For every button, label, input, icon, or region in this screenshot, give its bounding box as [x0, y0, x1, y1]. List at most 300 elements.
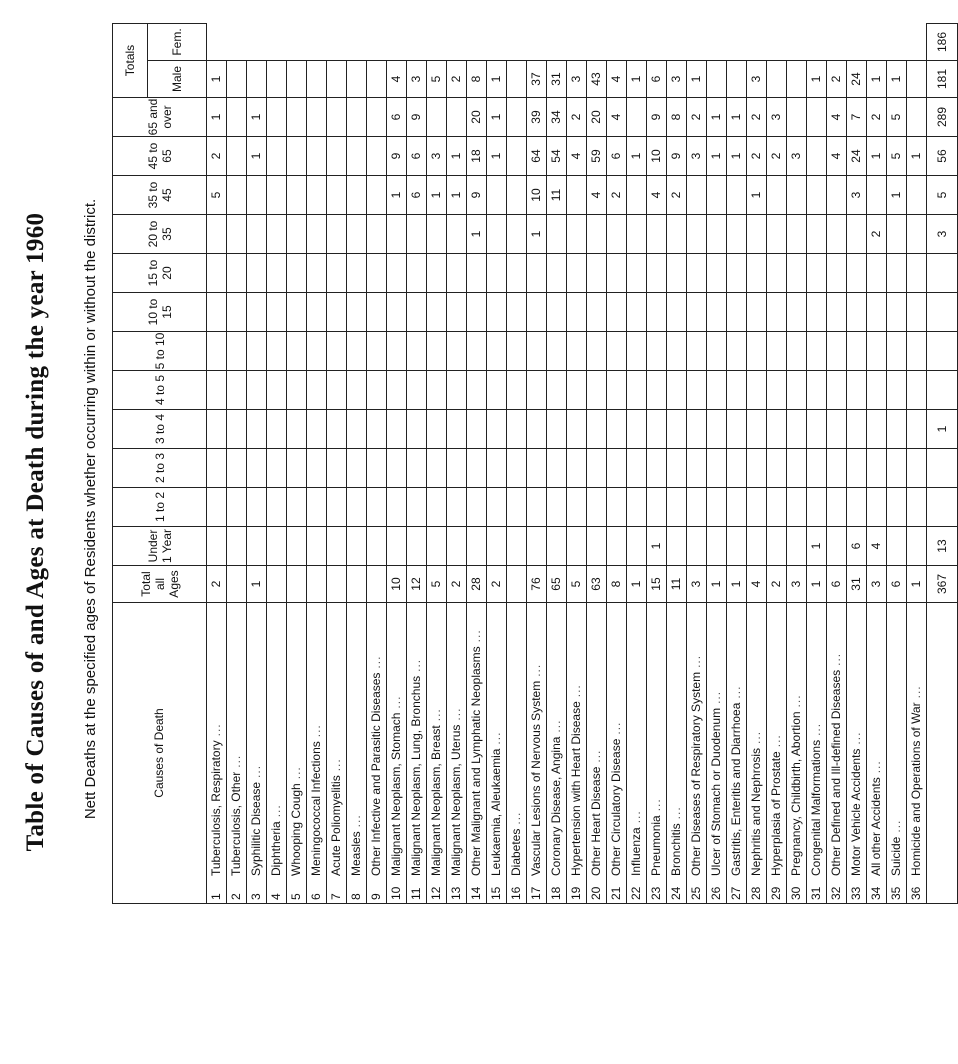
value-cell — [307, 293, 327, 332]
value-cell: 20 — [587, 98, 607, 137]
value-cell — [347, 293, 367, 332]
header-age-10: 45 to 65 — [113, 137, 207, 176]
cause-name: Malignant Neoplasm, Breast — [429, 725, 443, 876]
value-cell — [307, 215, 327, 254]
value-cell — [307, 98, 327, 137]
value-cell — [467, 293, 487, 332]
value-cell — [307, 61, 327, 98]
value-cell — [267, 371, 287, 410]
table-row — [687, 24, 707, 904]
cause-name: Ulcer of Stomach or Duodenum — [709, 707, 723, 876]
value-cell — [867, 293, 887, 332]
value-cell — [667, 449, 687, 488]
value-cell: 43 — [587, 61, 607, 98]
value-cell — [247, 449, 267, 488]
value-cell — [347, 137, 367, 176]
value-cell — [847, 293, 867, 332]
value-cell — [507, 527, 527, 566]
header-age-11: 65 and over — [113, 98, 207, 137]
value-cell: 24 — [847, 61, 867, 98]
value-cell — [207, 293, 227, 332]
value-cell — [287, 215, 307, 254]
value-cell — [287, 61, 307, 98]
value-cell — [327, 137, 347, 176]
value-cell: 8 — [607, 566, 627, 603]
value-cell — [227, 61, 247, 98]
cause-cell — [467, 603, 487, 904]
value-cell — [467, 410, 487, 449]
value-cell — [247, 176, 267, 215]
value-cell — [907, 215, 927, 254]
value-cell — [287, 410, 307, 449]
cause-number: 13 — [449, 886, 463, 900]
cause-number: 34 — [869, 886, 883, 900]
cause-number: 6 — [309, 893, 323, 900]
total-value-cell: 367 — [927, 566, 958, 603]
cause-name: Other Defined and Ill-defined Diseases — [829, 669, 843, 876]
cause-number: 17 — [529, 886, 543, 900]
table-row — [547, 24, 567, 904]
value-cell — [427, 371, 447, 410]
leader-dots: ... — [269, 804, 283, 818]
total-value-cell — [927, 254, 958, 293]
value-cell: 1 — [527, 215, 547, 254]
value-cell — [687, 215, 707, 254]
value-cell — [367, 332, 387, 371]
value-cell — [647, 371, 667, 410]
value-cell — [407, 449, 427, 488]
leader-dots: ... — [369, 655, 383, 669]
value-cell — [887, 449, 907, 488]
value-cell — [787, 332, 807, 371]
value-cell: 54 — [547, 137, 567, 176]
value-cell — [567, 215, 587, 254]
header-causes: Causes of Death — [113, 603, 207, 904]
cause-cell — [587, 603, 607, 904]
value-cell — [227, 332, 247, 371]
value-cell — [727, 215, 747, 254]
value-cell — [807, 293, 827, 332]
value-cell — [667, 332, 687, 371]
cause-number: 26 — [709, 886, 723, 900]
value-cell — [687, 293, 707, 332]
cause-cell — [707, 603, 727, 904]
value-cell — [267, 254, 287, 293]
cause-number: 12 — [429, 886, 443, 900]
cause-number: 25 — [689, 886, 703, 900]
value-cell — [727, 176, 747, 215]
value-cell — [727, 488, 747, 527]
cause-number: 21 — [609, 886, 623, 900]
value-cell — [327, 449, 347, 488]
value-cell — [847, 449, 867, 488]
value-cell — [747, 215, 767, 254]
table-row — [867, 24, 887, 904]
leader-dots: ... — [729, 685, 743, 699]
cause-cell — [387, 603, 407, 904]
value-cell: 31 — [847, 566, 867, 603]
cause-name: Tuberculosis, Respiratory — [209, 740, 223, 876]
value-cell: 34 — [547, 98, 567, 137]
value-cell — [607, 254, 627, 293]
value-cell — [387, 410, 407, 449]
cause-cell — [847, 603, 867, 904]
cause-number: 3 — [249, 893, 263, 900]
value-cell — [387, 215, 407, 254]
table-row — [267, 24, 287, 904]
value-cell: 3 — [687, 566, 707, 603]
value-cell: 1 — [467, 215, 487, 254]
value-cell: 1 — [207, 61, 227, 98]
value-cell — [287, 254, 307, 293]
cause-cell — [687, 603, 707, 904]
value-cell — [707, 488, 727, 527]
value-cell — [267, 176, 287, 215]
cause-number: 35 — [889, 886, 903, 900]
value-cell — [807, 137, 827, 176]
value-cell — [727, 449, 747, 488]
leader-dots: ... — [389, 695, 403, 709]
value-cell — [327, 371, 347, 410]
value-cell: 1 — [867, 137, 887, 176]
value-cell: 1 — [447, 176, 467, 215]
value-cell — [747, 332, 767, 371]
value-cell — [687, 371, 707, 410]
cause-cell — [827, 603, 847, 904]
leader-dots: ... — [309, 724, 323, 738]
value-cell — [587, 371, 607, 410]
value-cell: 7 — [847, 98, 867, 137]
value-cell — [407, 293, 427, 332]
total-value-cell — [927, 293, 958, 332]
value-cell — [247, 254, 267, 293]
value-cell — [487, 176, 507, 215]
value-cell — [347, 98, 367, 137]
value-cell — [547, 371, 567, 410]
value-cell: 1 — [207, 98, 227, 137]
value-cell — [807, 98, 827, 137]
value-cell: 4 — [827, 137, 847, 176]
total-value-cell: 289 — [927, 98, 958, 137]
value-cell — [387, 371, 407, 410]
value-cell — [767, 293, 787, 332]
value-cell — [287, 371, 307, 410]
value-cell — [507, 449, 527, 488]
value-cell — [647, 449, 667, 488]
value-cell — [707, 410, 727, 449]
cause-cell — [807, 603, 827, 904]
value-cell — [307, 566, 327, 603]
value-cell — [587, 449, 607, 488]
value-cell — [907, 410, 927, 449]
value-cell — [807, 488, 827, 527]
value-cell — [887, 254, 907, 293]
value-cell: 2 — [487, 566, 507, 603]
value-cell: 1 — [867, 61, 887, 98]
value-cell: 11 — [667, 566, 687, 603]
value-cell — [327, 488, 347, 527]
value-cell — [907, 449, 927, 488]
cause-name: Hyperplasia of Prostate — [769, 751, 783, 876]
value-cell — [787, 371, 807, 410]
value-cell: 1 — [727, 566, 747, 603]
value-cell: 1 — [807, 566, 827, 603]
value-cell — [207, 215, 227, 254]
value-cell: 76 — [527, 566, 547, 603]
leader-dots: ... — [589, 749, 603, 763]
value-cell — [647, 332, 667, 371]
value-cell — [627, 293, 647, 332]
table-row — [407, 24, 427, 904]
value-cell — [347, 254, 367, 293]
value-cell — [367, 293, 387, 332]
cause-name: Malignant Neoplasm, Uterus — [449, 724, 463, 876]
value-cell: 1 — [247, 137, 267, 176]
value-cell — [487, 215, 507, 254]
value-cell — [347, 176, 367, 215]
value-cell: 4 — [867, 527, 887, 566]
value-cell — [227, 176, 247, 215]
value-cell — [787, 449, 807, 488]
value-cell: 10 — [647, 137, 667, 176]
table-row — [447, 24, 467, 904]
value-cell — [427, 332, 447, 371]
total-value-cell — [927, 332, 958, 371]
value-cell — [307, 371, 327, 410]
value-cell — [227, 293, 247, 332]
value-cell — [307, 410, 327, 449]
value-cell — [607, 293, 627, 332]
value-cell — [367, 371, 387, 410]
value-cell — [687, 332, 707, 371]
value-cell — [507, 98, 527, 137]
value-cell — [707, 215, 727, 254]
value-cell: 1 — [627, 137, 647, 176]
cause-cell — [307, 603, 327, 904]
value-cell — [487, 527, 507, 566]
cause-name: Bronchitis — [669, 823, 683, 876]
value-cell — [327, 254, 347, 293]
leader-dots: ... — [649, 798, 663, 812]
value-cell — [707, 254, 727, 293]
value-cell — [887, 293, 907, 332]
value-cell — [787, 410, 807, 449]
value-cell — [607, 215, 627, 254]
cause-cell — [867, 603, 887, 904]
value-cell — [827, 527, 847, 566]
value-cell — [727, 254, 747, 293]
value-cell — [307, 254, 327, 293]
value-cell: 4 — [607, 98, 627, 137]
value-cell — [227, 137, 247, 176]
cause-name: Malignant Neoplasm, Lung, Bronchus — [409, 675, 423, 876]
value-cell — [487, 332, 507, 371]
value-cell — [467, 488, 487, 527]
value-cell — [747, 527, 767, 566]
cause-name: Suicide — [889, 836, 903, 876]
cause-name: Hypertension with Heart Disease — [569, 701, 583, 876]
value-cell — [607, 410, 627, 449]
value-cell: 5 — [207, 176, 227, 215]
leader-dots: ... — [489, 731, 503, 745]
value-cell — [727, 527, 747, 566]
leader-dots: ... — [689, 654, 703, 668]
value-cell — [567, 332, 587, 371]
value-cell: 2 — [447, 61, 467, 98]
value-cell: 6 — [847, 527, 867, 566]
value-cell — [827, 254, 847, 293]
value-cell: 6 — [647, 61, 667, 98]
value-cell — [527, 410, 547, 449]
causes-of-death-table — [112, 23, 958, 904]
cause-name: Diabetes — [509, 828, 523, 876]
cause-name: Motor Vehicle Accidents — [849, 748, 863, 876]
cause-name: Pregnancy, Childbirth, Abortion — [789, 711, 803, 876]
value-cell — [227, 371, 247, 410]
value-cell: 3 — [667, 61, 687, 98]
table-row — [667, 24, 687, 904]
value-cell — [507, 332, 527, 371]
value-cell — [587, 293, 607, 332]
value-cell — [787, 215, 807, 254]
cause-number: 11 — [409, 887, 423, 900]
value-cell — [747, 293, 767, 332]
value-cell — [867, 254, 887, 293]
value-cell — [707, 527, 727, 566]
header-age-3: 3 to 4 — [113, 410, 207, 449]
table-row — [887, 24, 907, 904]
value-cell — [687, 176, 707, 215]
header-age-5: 5 to 10 — [113, 332, 207, 371]
value-cell — [747, 449, 767, 488]
value-cell — [347, 527, 367, 566]
cause-cell — [407, 603, 427, 904]
value-cell — [727, 61, 747, 98]
value-cell — [267, 215, 287, 254]
leader-dots: ... — [429, 708, 443, 722]
value-cell — [207, 488, 227, 527]
header-age-7: 15 to 20 — [113, 254, 207, 293]
value-cell — [667, 527, 687, 566]
value-cell: 9 — [667, 137, 687, 176]
value-cell — [267, 527, 287, 566]
cause-name: Gastritis, Enteritis and Diarrhoea — [729, 702, 743, 876]
value-cell — [827, 371, 847, 410]
value-cell — [887, 215, 907, 254]
cause-cell — [627, 603, 647, 904]
value-cell — [907, 332, 927, 371]
cause-number: 19 — [569, 886, 583, 900]
value-cell: 37 — [527, 61, 547, 98]
value-cell — [527, 488, 547, 527]
value-cell — [407, 410, 427, 449]
value-cell — [247, 215, 267, 254]
cause-number: 28 — [749, 886, 763, 900]
value-cell — [767, 527, 787, 566]
cause-name: Pneumonia — [649, 815, 663, 876]
value-cell — [847, 215, 867, 254]
value-cell — [607, 371, 627, 410]
table-row — [427, 24, 447, 904]
value-cell: 1 — [487, 137, 507, 176]
value-cell — [367, 566, 387, 603]
value-cell — [367, 410, 387, 449]
leader-dots: ... — [909, 685, 923, 699]
value-cell — [867, 332, 887, 371]
cause-cell — [227, 603, 247, 904]
value-cell — [487, 371, 507, 410]
value-cell — [567, 371, 587, 410]
header-age-2: 2 to 3 — [113, 449, 207, 488]
value-cell — [347, 566, 367, 603]
cause-cell — [447, 603, 467, 904]
value-cell — [647, 488, 667, 527]
cause-number: 36 — [909, 886, 923, 900]
value-cell: 3 — [567, 61, 587, 98]
value-cell — [787, 61, 807, 98]
value-cell — [807, 410, 827, 449]
value-cell — [387, 332, 407, 371]
value-cell: 3 — [787, 566, 807, 603]
value-cell: 24 — [847, 137, 867, 176]
leader-dots: ... — [549, 719, 563, 733]
cause-number: 8 — [349, 893, 363, 900]
value-cell — [527, 371, 547, 410]
value-cell — [647, 254, 667, 293]
value-cell — [507, 488, 527, 527]
cause-name: Influenza — [629, 827, 643, 876]
leader-dots: ... — [209, 723, 223, 737]
value-cell — [247, 332, 267, 371]
value-cell — [847, 332, 867, 371]
value-cell — [567, 254, 587, 293]
value-cell — [567, 410, 587, 449]
value-cell — [327, 61, 347, 98]
value-cell — [787, 254, 807, 293]
value-cell — [347, 410, 367, 449]
value-cell: 6 — [827, 566, 847, 603]
cause-cell — [727, 603, 747, 904]
value-cell: 2 — [767, 566, 787, 603]
value-cell — [727, 371, 747, 410]
value-cell: 5 — [887, 137, 907, 176]
cause-cell — [907, 603, 927, 904]
value-cell — [207, 410, 227, 449]
value-cell: 1 — [647, 527, 667, 566]
cause-cell — [247, 603, 267, 904]
value-cell — [807, 332, 827, 371]
table-row — [567, 24, 587, 904]
cause-number: 9 — [369, 893, 383, 900]
value-cell: 18 — [467, 137, 487, 176]
value-cell — [347, 371, 367, 410]
value-cell: 6 — [407, 137, 427, 176]
value-cell: 4 — [747, 566, 767, 603]
value-cell — [767, 488, 787, 527]
leader-dots: ... — [669, 806, 683, 820]
value-cell — [267, 137, 287, 176]
value-cell — [347, 332, 367, 371]
cause-cell — [287, 603, 307, 904]
value-cell: 1 — [707, 566, 727, 603]
value-cell — [487, 449, 507, 488]
value-cell — [427, 449, 447, 488]
leader-dots: ... — [289, 766, 303, 780]
value-cell — [627, 488, 647, 527]
leader-dots: ... — [849, 731, 863, 745]
cause-cell — [327, 603, 347, 904]
leader-dots: ... — [229, 754, 243, 768]
